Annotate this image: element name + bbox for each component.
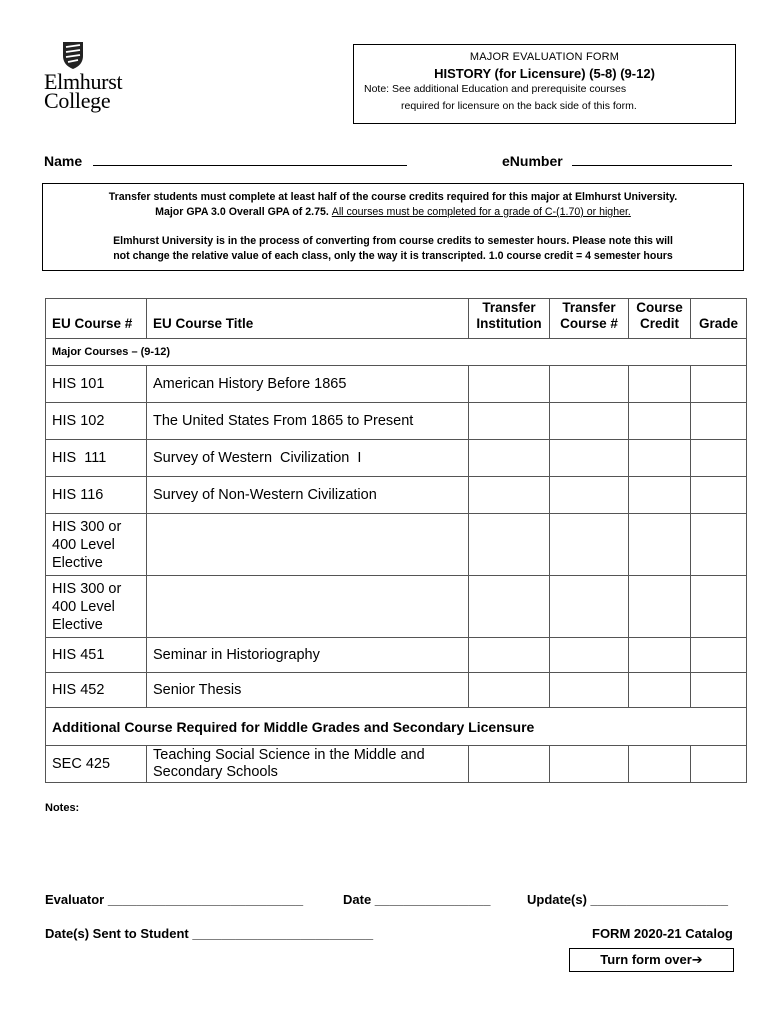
notice-line4: not change the relative value of each class, only the way it is transcripted. 1.0 course credit = 4 semester hours — [113, 250, 673, 262]
credit-cell[interactable] — [629, 403, 691, 440]
course-title: American History Before 1865 — [147, 366, 469, 403]
table-row — [46, 477, 747, 514]
credit-cell[interactable] — [629, 366, 691, 403]
transfer-course-cell[interactable] — [550, 477, 629, 514]
col-transfer-institution: Transfer Institution — [469, 299, 550, 339]
evaluator-field[interactable]: Evaluator ___________________________ — [45, 892, 304, 907]
course-title — [147, 576, 469, 638]
logo-word-2: College — [44, 88, 111, 113]
updates-field[interactable]: Update(s) ___________________ — [527, 892, 728, 907]
form-catalog-label: FORM 2020-21 Catalog — [592, 926, 733, 941]
transfer-institution-cell[interactable] — [469, 514, 550, 576]
notice-grade-requirement: All courses must be completed for a grade of C-(1.70) or higher. — [331, 206, 631, 218]
course-number: HIS 116 — [46, 477, 147, 514]
table-row — [46, 440, 747, 477]
transfer-course-cell[interactable] — [550, 514, 629, 576]
header-note-line2: required for licensure on the back side of this form. — [401, 100, 637, 112]
notice-line3: Elmhurst University is in the process of converting from course credits to semester hours. Please note this will — [113, 235, 673, 247]
course-table — [45, 298, 747, 783]
credit-cell[interactable] — [629, 673, 691, 708]
course-number: SEC 425 — [46, 746, 147, 783]
section-additional-label: Additional Course Required for Middle Grades and Secondary Licensure — [46, 708, 747, 746]
grade-cell[interactable] — [691, 440, 747, 477]
course-title: Senior Thesis — [147, 673, 469, 708]
enumber-field[interactable] — [572, 165, 732, 166]
form-header-box — [353, 44, 736, 124]
transfer-institution-cell[interactable] — [469, 638, 550, 673]
credit-cell[interactable] — [629, 746, 691, 783]
course-number: HIS 111 — [46, 440, 147, 477]
transfer-institution-cell[interactable] — [469, 477, 550, 514]
date-field[interactable]: Date ________________ — [343, 892, 491, 907]
grade-cell[interactable] — [691, 576, 747, 638]
section-major-label: Major Courses – (9-12) — [46, 339, 747, 366]
table-row — [46, 366, 747, 403]
transfer-course-cell[interactable] — [550, 638, 629, 673]
transfer-institution-cell[interactable] — [469, 673, 550, 708]
grade-cell[interactable] — [691, 366, 747, 403]
credit-cell[interactable] — [629, 514, 691, 576]
transfer-institution-cell[interactable] — [469, 440, 550, 477]
header-note-line1: Note: See additional Education and prerequisite courses — [364, 83, 627, 95]
course-number: HIS 300 or 400 Level Elective — [46, 514, 147, 576]
credit-cell[interactable] — [629, 576, 691, 638]
course-title: Seminar in Historiography — [147, 638, 469, 673]
form-title: HISTORY (for Licensure) (5-8) (9-12) — [434, 66, 655, 81]
grade-cell[interactable] — [691, 638, 747, 673]
grade-cell[interactable] — [691, 746, 747, 783]
sent-to-student-field[interactable]: Date(s) Sent to Student _________________________ — [45, 926, 374, 941]
transfer-course-cell[interactable] — [550, 403, 629, 440]
transfer-institution-cell[interactable] — [469, 746, 550, 783]
credit-cell[interactable] — [629, 638, 691, 673]
grade-cell[interactable] — [691, 477, 747, 514]
notice-line1: Transfer students must complete at least half of the course credits required for this major at Elmhurst University. — [108, 191, 678, 203]
enumber-label: eNumber — [502, 153, 563, 169]
transfer-institution-cell[interactable] — [469, 366, 550, 403]
course-number: HIS 451 — [46, 638, 147, 673]
course-title: The United States From 1865 to Present — [147, 403, 469, 440]
table-row — [46, 746, 747, 783]
logo-word-1: Elmhurst — [44, 69, 123, 94]
credit-cell[interactable] — [629, 477, 691, 514]
transfer-course-cell[interactable] — [550, 746, 629, 783]
transfer-course-cell[interactable] — [550, 366, 629, 403]
name-field[interactable] — [93, 165, 407, 166]
course-number: HIS 101 — [46, 366, 147, 403]
transfer-course-cell[interactable] — [550, 576, 629, 638]
col-eu-course: EU Course # — [46, 299, 147, 339]
notes-label: Notes: — [45, 802, 80, 814]
shield-logo-icon — [61, 40, 85, 70]
turn-form-over-label: Turn form over➔ — [569, 948, 734, 972]
notice-line2 — [43, 205, 743, 220]
section-major-courses — [46, 339, 747, 366]
college-logo — [44, 40, 144, 115]
table-row — [46, 638, 747, 673]
table-row — [46, 576, 747, 638]
course-number: HIS 452 — [46, 673, 147, 708]
grade-cell[interactable] — [691, 403, 747, 440]
col-eu-title: EU Course Title — [147, 299, 469, 339]
form-label: MAJOR EVALUATION FORM — [469, 51, 620, 63]
grade-cell[interactable] — [691, 673, 747, 708]
course-title: Survey of Western Civilization I — [147, 440, 469, 477]
transfer-institution-cell[interactable] — [469, 403, 550, 440]
transfer-notice — [42, 183, 744, 271]
course-number: HIS 102 — [46, 403, 147, 440]
transfer-course-cell[interactable] — [550, 673, 629, 708]
course-title — [147, 514, 469, 576]
transfer-course-cell[interactable] — [550, 440, 629, 477]
section-additional-course — [46, 708, 747, 746]
col-grade: Grade — [691, 299, 747, 339]
credit-cell[interactable] — [629, 440, 691, 477]
table-header-row — [46, 299, 747, 339]
grade-cell[interactable] — [691, 514, 747, 576]
transfer-institution-cell[interactable] — [469, 576, 550, 638]
table-row — [46, 514, 747, 576]
col-transfer-course: Transfer Course # — [550, 299, 629, 339]
course-number: HIS 300 or 400 Level Elective — [46, 576, 147, 638]
course-title: Teaching Social Science in the Middle and Secondary Schools — [147, 746, 469, 783]
notice-gpa: Major GPA 3.0 Overall GPA of 2.75. — [155, 206, 332, 218]
table-row — [46, 673, 747, 708]
name-label: Name — [44, 153, 83, 169]
course-title: Survey of Non-Western Civilization — [147, 477, 469, 514]
col-course-credit: Course Credit — [629, 299, 691, 339]
table-row — [46, 403, 747, 440]
